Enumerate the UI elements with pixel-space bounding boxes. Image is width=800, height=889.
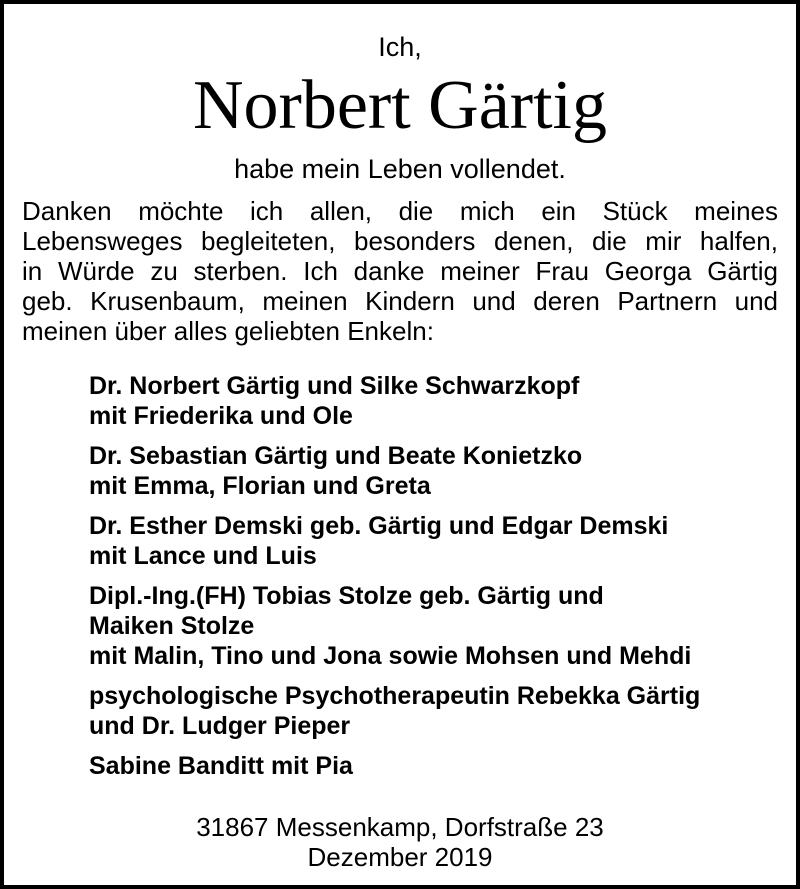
thanks-line: Danken möchte ich allen, die mich ein Stück meines [22,196,778,226]
date: Dezember 2019 [307,842,493,872]
family-line: Sabine Banditt mit Pia [89,752,353,780]
family-entry [89,441,779,501]
family-line: psychologische Psychotherapeutin Rebekka Gärtig [89,682,701,710]
thanks-paragraph [22,196,778,346]
family-list [89,371,779,791]
family-entry [89,371,779,431]
thanks-line: in Würde zu sterben. Ich danke meiner Frau Georga Gärtig [22,256,778,286]
family-line: Dipl.-Ing.(FH) Tobias Stolze geb. Gärtig und [89,582,604,610]
address: 31867 Messenkamp, Dorfstraße 23 [196,812,604,842]
family-line: Dr. Norbert Gärtig und Silke Schwarzkopf [89,372,580,400]
family-entry [89,751,779,781]
thanks-line: Lebensweges begleiteten, besonders denen, die mir halfen, [22,226,778,256]
family-entry [89,511,779,571]
family-line: mit Friederika und Ole [89,402,353,430]
family-line: Maiken Stolze [89,612,255,640]
family-line: mit Lance und Luis [89,542,317,570]
deceased-name: Norbert Gärtig [192,67,608,144]
family-line: und Dr. Ludger Pieper [89,712,351,740]
family-line: Dr. Esther Demski geb. Gärtig und Edgar Demski [89,512,669,540]
family-entry [89,681,779,741]
family-line: Dr. Sebastian Gärtig und Beate Konietzko [89,442,583,470]
family-entry [89,581,779,671]
family-line: mit Emma, Florian und Greta [89,472,431,500]
thanks-line: geb. Krusenbaum, meinen Kindern und deren Partnern und [22,286,778,316]
intro-text: Ich, [378,32,422,62]
thanks-line: meinen über alles geliebten Enkeln: [22,316,434,346]
family-line: mit Malin, Tino und Jona sowie Mohsen und Mehdi [89,642,692,670]
closing-text: habe mein Leben vollendet. [234,154,566,184]
